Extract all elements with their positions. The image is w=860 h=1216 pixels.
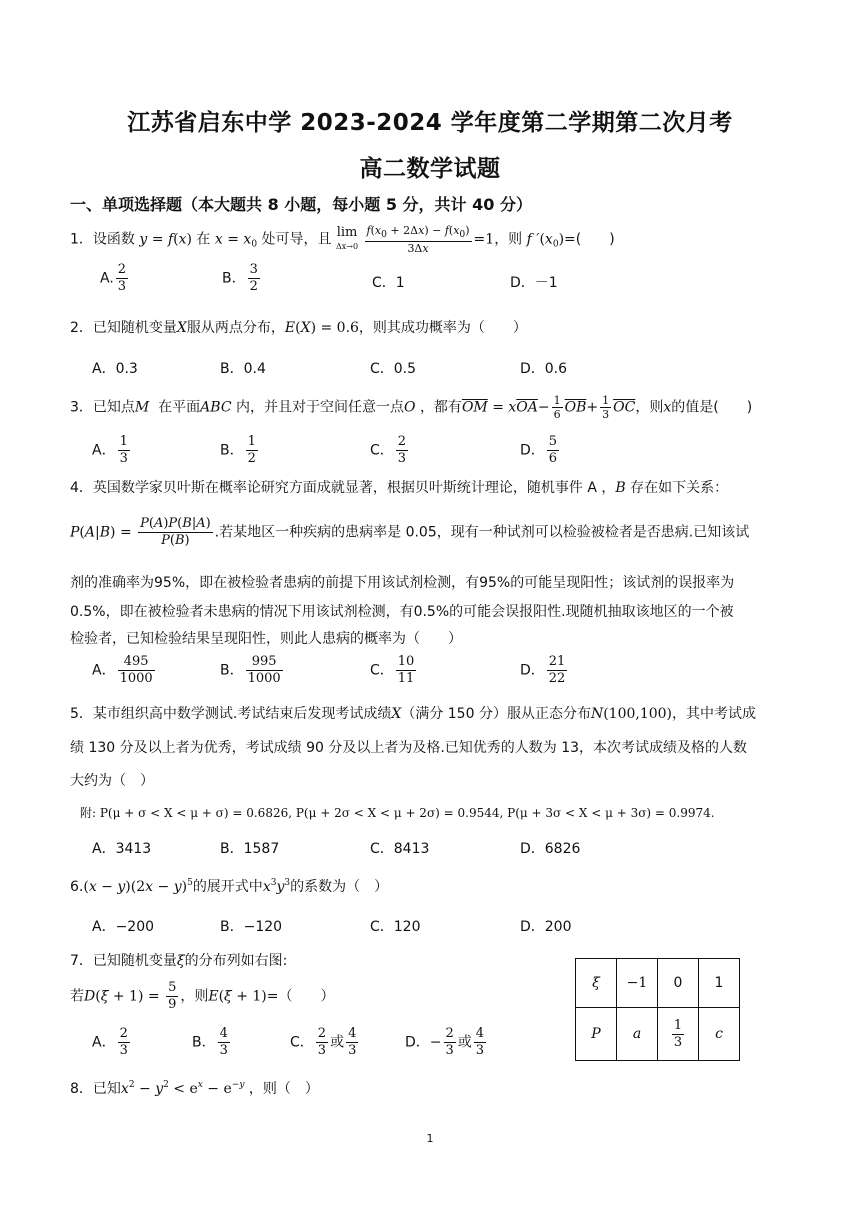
q6-option-a: A．−200 bbox=[92, 919, 155, 935]
section-heading: 一、单项选择题（本大题共 8 小题，每小题 5 分，共计 40 分） bbox=[70, 195, 532, 214]
q6-option-d: D．200 bbox=[520, 919, 572, 935]
question-4-line-4: 0.5%，即在被检验者未患病的情况下用该试剂检测，有0.5%的可能会误报阳性.现随机抽取该地区的一个被 bbox=[70, 604, 734, 620]
q5-option-d: D．6826 bbox=[520, 841, 581, 857]
q1-option-a: A. $\frac{2}{3}$ bbox=[100, 262, 127, 294]
q2-option-b: B．0.4 bbox=[220, 361, 266, 377]
question-4-line-3: 剂的准确率为95%，即在被检验者患病的前提下用该试剂检测，有95%的可能呈现阳性；该试剂的误报率为 bbox=[70, 575, 735, 591]
q7-option-a: A． $\frac{2}{3}$ bbox=[92, 1026, 128, 1058]
q2-option-d: D．0.6 bbox=[520, 361, 568, 377]
page-number: 1 bbox=[426, 1132, 434, 1145]
q5-option-c: C．8413 bbox=[370, 841, 430, 857]
q3-option-a: A． $\frac{1}{3}$ bbox=[92, 434, 128, 466]
table-row bbox=[576, 959, 740, 1008]
question-5-line-1: 5．某市组织高中数学测试.考试结束后发现考试成绩X（满分 150 分）服从正态分布N(100,100)，其中考试成 bbox=[70, 706, 757, 722]
q2-option-a: A．0.3 bbox=[92, 361, 138, 377]
table-row bbox=[576, 1008, 740, 1061]
exam-title: 江苏省启东中学 2023-2024 学年度第二学期第二次月考 bbox=[127, 110, 733, 136]
question-4-line-1: 4．英国数学家贝叶斯在概率论研究方面成就显著，根据贝叶斯统计理论，随机事件 A ，B 存在如下关系： bbox=[70, 480, 729, 496]
q5-option-a: A．3413 bbox=[92, 841, 152, 857]
question-7-line-2: 若D(ξ + 1) = $\frac{5}{9}$ ，则E(ξ + 1)=（ ） bbox=[70, 980, 335, 1012]
table-cell: a bbox=[617, 1008, 658, 1061]
q5-option-b: B．1587 bbox=[220, 841, 280, 857]
question-4-line-5: 检验者，已知检验结果呈现阳性，则此人患病的概率为（ ） bbox=[70, 631, 462, 647]
table-cell: $\frac{1}{3}$ bbox=[658, 1008, 699, 1061]
q7-option-b: B． $\frac{4}{3}$ bbox=[192, 1026, 228, 1058]
question-6: $6.(x - y)(2x - y)^5$的展开式中$x^3y^3$的系数为（ ） bbox=[70, 878, 389, 895]
q4-option-a: A． $\frac{495}{1000}$ bbox=[92, 654, 153, 686]
question-2: 2．已知随机变量X服从两点分布，E(X) = 0.6，则其成功概率为（ ） bbox=[70, 320, 527, 336]
q7-option-c: C． $\frac{2}{3}$ 或 $\frac{4}{3}$ bbox=[290, 1026, 357, 1058]
question-8: 8．已知$x^2 - y^2 < e^x - e^{-y}$ ，则（ ） bbox=[70, 1080, 319, 1097]
q3-option-c: C． $\frac{2}{3}$ bbox=[370, 434, 407, 466]
q4-option-d: D． $\frac{21}{22}$ bbox=[520, 654, 566, 686]
q3-option-d: D． $\frac{5}{6}$ bbox=[520, 434, 558, 466]
table-cell: 1 bbox=[699, 959, 740, 1008]
q2-option-c: C．0.5 bbox=[370, 361, 417, 377]
distribution-table bbox=[575, 958, 740, 1061]
q4-option-b: B． $\frac{995}{1000}$ bbox=[220, 654, 281, 686]
q1-option-c: C．1 bbox=[372, 275, 405, 291]
q6-option-c: C．120 bbox=[370, 919, 421, 935]
q6-option-b: B．−120 bbox=[220, 919, 283, 935]
question-7-line-1: 7．已知随机变量ξ的分布列如右图: bbox=[70, 953, 288, 969]
q4-option-c: C． $\frac{10}{11}$ bbox=[370, 654, 415, 686]
q3-option-b: B． $\frac{1}{2}$ bbox=[220, 434, 256, 466]
table-cell: ξ bbox=[576, 959, 617, 1008]
question-5-line-2: 绩 130 分及以上者为优秀，考试成绩 90 分及以上者为及格.已知优秀的人数为 13，本次考试成绩及格的人数 bbox=[70, 740, 748, 756]
question-4-line-2: P(A|B) = $\frac{P(A)P(B|A)}{P(B)}$ .若某地区一种疾病的患病率是 0.05，现有一种试剂可以检验被检者是否患病.已知该试 bbox=[70, 516, 750, 548]
q7-option-d: D．− $\frac{2}{3}$ 或 $\frac{4}{3}$ bbox=[405, 1026, 485, 1058]
table-cell: c bbox=[699, 1008, 740, 1061]
table-cell: 0 bbox=[658, 959, 699, 1008]
q1-option-b: B． $\frac{3}{2}$ bbox=[222, 262, 258, 294]
question-5-note: 附: P(μ + σ < X < μ + σ) = 0.6826, P(μ + 2σ < X < μ + 2σ) = 0.9544, P(μ + 3σ < X < μ + 3σ) = 0.9974. bbox=[80, 806, 715, 820]
question-5-line-3: 大约为（ ） bbox=[70, 773, 154, 789]
q1-option-d: D．－1 bbox=[510, 275, 558, 291]
question-3: 3．已知点M 在平面ABC 内，并且对于空间任意一点O ，都有$\overline{OM} = x\overline{OA}-$ $\frac{1}{6}$ $\overline{OB}+$ $\frac{1}{3}$ $\overline{OC}$，则x的值是( ) bbox=[70, 394, 753, 421]
table-cell: P bbox=[576, 1008, 617, 1061]
table-cell: −1 bbox=[617, 959, 658, 1008]
question-1: 1．设函数 y = f(x) 在 $x = x_0$ 处可导，且 lim Δx→0 $\frac{f(x_0 + 2\Delta x) - f(x_0)}{3\Delta x}$ =1，则 f $'(x_0)=$( ) bbox=[70, 224, 615, 256]
exam-subtitle: 高二数学试题 bbox=[359, 156, 501, 182]
